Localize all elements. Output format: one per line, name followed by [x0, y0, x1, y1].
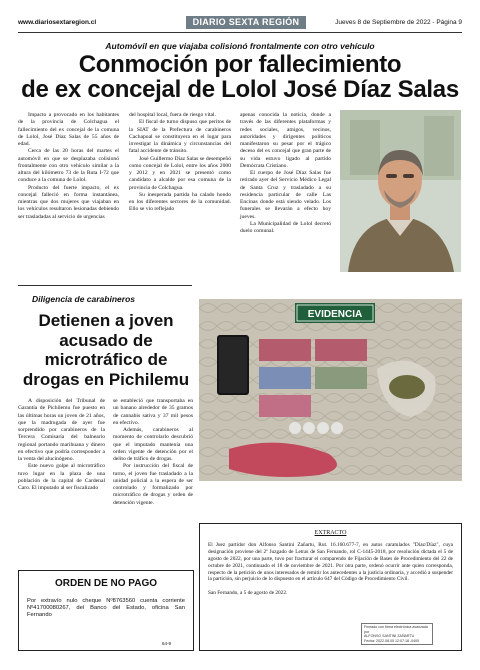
paragraph: José Guillermo Díaz Salas se desempeñó como concejal de Lolol, entre los años 2000 y 2012 y en 2021 se presentó como candidato a alcalde por esa comuna de la provincia de Colchagua.	[129, 155, 231, 191]
article1-column-2	[129, 112, 231, 214]
portrait-photo	[340, 110, 461, 272]
article2-column-1	[18, 398, 105, 492]
notice-orden-no-pago	[18, 570, 194, 651]
legal-notice-extracto	[199, 523, 462, 651]
paragraph: del hospital local, fuera de riesgo vital.	[129, 112, 216, 118]
paragraph: Producto del fuerte impacto, el ex concejal falleció en forma instantánea, mientras que dos mujeres que viajaban en los vehículos resultaron lesionadas debiendo ser trasladadas al servicio de urgencias	[18, 184, 119, 220]
article2-column-2	[113, 398, 193, 507]
orden-text: Por extravío nulo cheque Nº8763560 cuenta corriente Nº41700080267, del Banco del Estado, oficina San Fernando	[27, 598, 185, 619]
stamp-line: Firmado con firma electrónica avanzada por	[364, 625, 428, 634]
section-divider	[18, 285, 192, 286]
page-header	[18, 16, 462, 30]
site-url: www.diariosextaregion.cl	[18, 19, 97, 26]
article2-headline-line: drogas en Pichilemu	[22, 369, 190, 389]
paragraph: El cuerpo de José Díaz Salas fue retirado ayer del Servicio Médico Legal de Santa Cruz y trasladado a su residencia particular de calle Las Encinas donde está siendo velado. Los funerales se llevarán a efecto hoy jueves.	[240, 170, 331, 220]
extracto-body: El Juez partidor don Alfonso Santini Zañartu, Rut. 16.160.677-7, en autos caratulados "Díaz/Díaz", cuya designación proviene del 2º Juzgado de Letras de San Fernando, rol C-1445-2018, por resolución dictada el 5 de agosto de 2022, por una parte, tuvo por fracturar el comparendo de Fijación de Bases de Procedimiento del 22 de octubre de 2021, continuado el 18 de noviembre de 2021. Por otra parte, ordenó ocurrir ante quien corresponda, respecto de la petición de unos interesados de remitir los antecedentes a la justicia ordinaria, y accedió a suspender la partición, sin perjuicio de lo dispuesto en el artículo 647 del Código de Procedimiento Civil.	[208, 541, 453, 583]
paragraph: se estableció que transportaba en un banano alrededor de 35 gramos de cannabis sativa y 37 mil pesos en efectivo.	[113, 398, 193, 426]
header-rule	[18, 32, 462, 33]
article1-headline	[18, 52, 462, 102]
paragraph: apenas conocida la noticia, donde a través de las diferentes plataformas y redes sociales, amigos, vecinos, autoridades y dirigentes políticos manifestaron su pesar por el trágico deceso del ex concejal que gran parte de su vida estuvo ligado al partido Demócrata Cristiano.	[240, 112, 331, 169]
stamp-line: ALFONSO SANTINI ZAÑARTU	[364, 634, 415, 639]
article2-headline-line: microtráfico de	[44, 350, 168, 369]
article1-kicker: Automóvil en que viajaba colisionó frontalmente con otro vehículo	[105, 41, 375, 51]
portrait-image	[340, 110, 461, 272]
article2-kicker: Diligencia de carabineros	[32, 294, 135, 304]
stamp-line: Fecha: 2022.08.05 12:07:18 -0400	[364, 638, 420, 643]
extracto-date: San Fernando, a 5 de agosto de 2022.	[208, 590, 288, 597]
paragraph: Además, carabineros al momento de controlarlo descubrió que el imputado mantenía una orden vigente de detención por el delito de tráfico de drogas.	[113, 427, 193, 462]
evidence-image	[199, 299, 462, 481]
paragraph: Impacto a provocado en los habitantes de la provincia de Colchagua el fallecimiento del ex concejal de la comuna de Lolol, José Díaz Salas de 55 años de edad.	[18, 112, 119, 147]
electronic-signature-stamp	[361, 623, 433, 645]
article2-headline-line: Detienen a joven	[38, 311, 174, 330]
issue-date-page: Jueves 8 de Septiembre de 2022 - Página 9	[335, 19, 462, 26]
article1-column-3	[240, 112, 331, 235]
evidence-photo	[199, 299, 462, 481]
paragraph: El fiscal de turno dispuso que peritos de la SIAT de la Prefectura de carabineros Cachapoal se constituyera en el lugar para investigar la dinámica y circunstancias del fatal accidente de tránsito.	[129, 119, 231, 155]
paragraph: La Municipalidad de Lolol decretó duelo comunal.	[240, 220, 331, 234]
paragraph: Su inesperada partida ha calado hondo en los diferentes sectores de la comunidad. Ello se vio reflejado	[129, 191, 231, 213]
extracto-title: EXTRACTO	[314, 530, 347, 536]
article2-headline	[18, 311, 194, 389]
article1-headline-line1: Conmoción por fallecimiento	[78, 51, 402, 78]
article1-column-1	[18, 112, 119, 221]
article1-headline-line2: de ex concejal de Lolol José Díaz Salas	[21, 76, 459, 103]
masthead: DIARIO SEXTA REGIÓN	[186, 16, 306, 29]
article2-headline-line: acusado de	[59, 330, 153, 350]
paragraph: Este nuevo golpe al microtráfico tuvo lugar en la plaza de una población de la capital de Cardenal Caro. El imputado al ser fiscalizado	[18, 463, 105, 491]
paragraph: Cerca de las 20 horas del martes el automóvil en que se desplazaba colisionó frontalmente con otro vehículo similar a la altura del kilómetro 73 de la Ruta I-72 que conduce a la comuna de Lolol.	[18, 148, 119, 184]
paragraph: Por instrucción del fiscal de turno, el joven fue trasladado a la unidad policial a la espera de ser controlado y formalizado por microtráfico de drogas y orden de detención vigente.	[113, 463, 193, 506]
paragraph: A disposición del Tribunal de Garantía de Pichilemu fue puesto en las últimas horas un joven de 21 años, que la madrugada de ayer fue sorprendido por carabineros de la Tercera Comisaría del balneario regional portando marihuana y dinero en efectivo que podría corresponder a la venta del alucinógeno.	[18, 398, 105, 462]
orden-code: 64-9	[161, 641, 171, 646]
evidence-label: EVIDENCIA	[307, 309, 363, 320]
orden-title: ORDEN DE NO PAGO	[54, 578, 158, 589]
